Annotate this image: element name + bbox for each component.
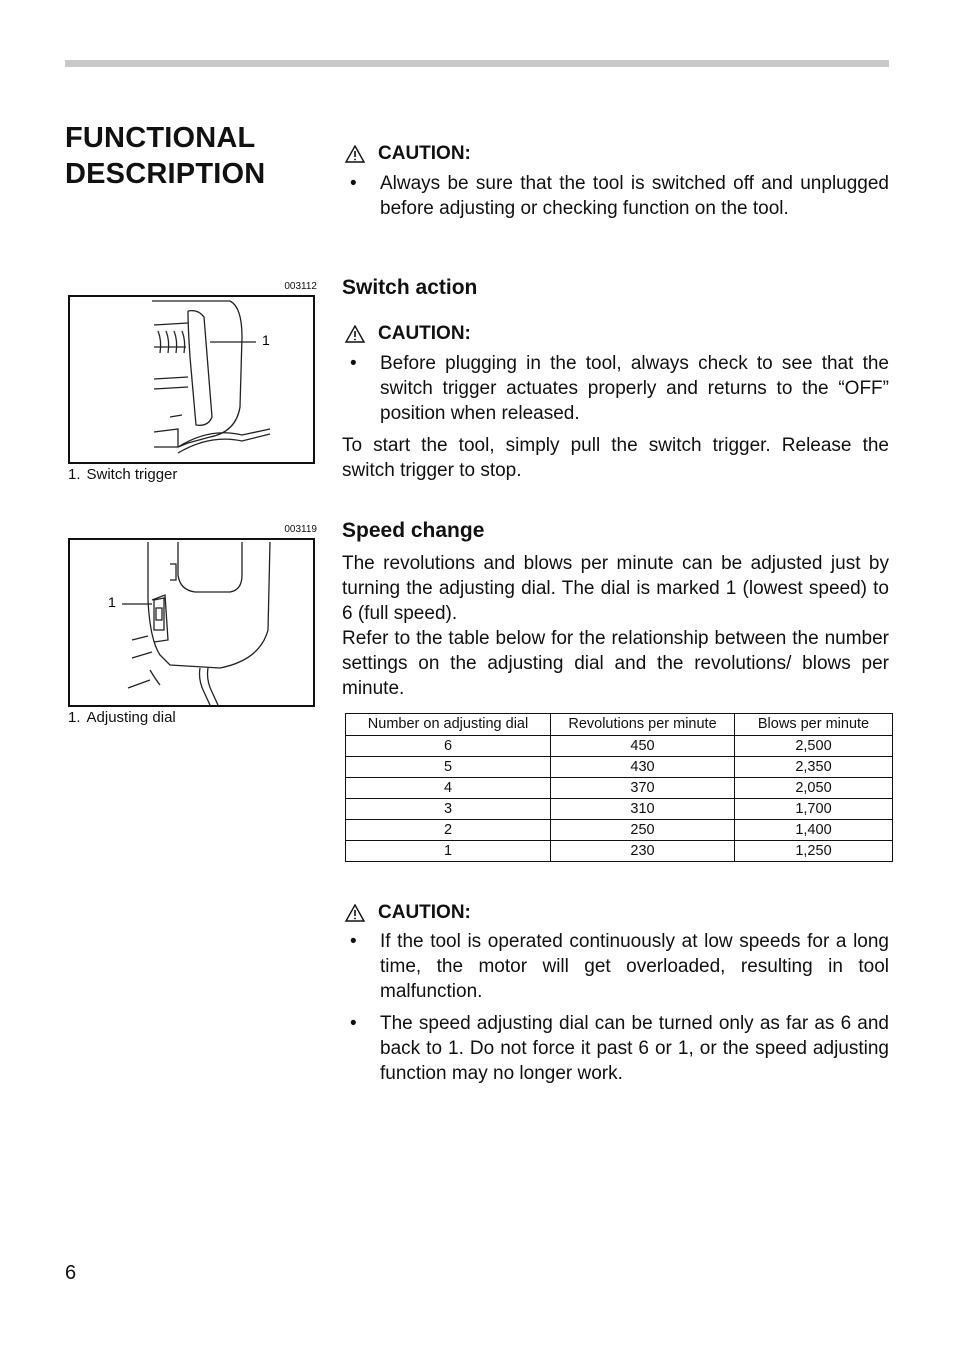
switch-trigger-illustration [70, 297, 313, 462]
page-number: 6 [65, 1262, 77, 1284]
bottom-caution-section [342, 900, 889, 1086]
bullet-text: The speed adjusting dial can be turned only as far as 6 and back to 1. Do not force it past 6 or 1, or the speed adjusting function may no longer work. [380, 1013, 889, 1084]
intro-caution-section [342, 141, 889, 221]
adjusting-dial-figure [68, 538, 315, 707]
switch-action-text: To start the tool, simply pull the switch trigger. Release the switch trigger to stop. [342, 435, 889, 481]
table-row [346, 799, 893, 820]
caution-heading [342, 900, 889, 926]
caution-label: CAUTION: [378, 143, 471, 164]
switch-action-section [342, 275, 889, 483]
bullet-text: Before plugging in the tool, always check to see that the switch trigger actuates properly and returns to the “OFF” position when released. [380, 353, 889, 424]
caution-label: CAUTION: [378, 902, 471, 923]
speed-table [345, 713, 893, 862]
figure-caption [68, 466, 177, 483]
speed-change-text-2: Refer to the table below for the relationship between the number settings on the adjusting dial and the revolutions/ blows per minute. [342, 628, 889, 699]
table-cell: 1,400 [735, 820, 893, 841]
warning-triangle-icon [345, 904, 365, 922]
table-cell: 250 [551, 820, 735, 841]
table-cell: 2,500 [735, 736, 893, 757]
section-heading-switch-action: Switch action [342, 276, 478, 299]
table-cell: 6 [346, 736, 551, 757]
caption-text: Switch trigger [86, 466, 178, 483]
table-cell: 2,050 [735, 778, 893, 799]
caution-heading [342, 141, 889, 167]
speed-change-section [342, 518, 889, 701]
table-cell: 370 [551, 778, 735, 799]
table-header-cell: Blows per minute [735, 714, 893, 736]
caution-bullet [342, 1011, 889, 1086]
top-rule [65, 60, 889, 67]
figure-caption [68, 709, 176, 726]
figure-callout: 1 [108, 594, 116, 610]
table-cell: 230 [551, 841, 735, 862]
bullet-symbol: • [350, 1013, 357, 1034]
bullet-text: If the tool is operated continuously at low speeds for a long time, the motor will get overloaded, resulting in tool malfunction. [380, 931, 889, 1002]
caption-text: Adjusting dial [86, 709, 176, 726]
warning-triangle-icon [345, 325, 365, 343]
caution-bullet [342, 351, 889, 426]
bullet-symbol: • [350, 931, 357, 952]
table-cell: 1,700 [735, 799, 893, 820]
table-row [346, 757, 893, 778]
caution-heading [342, 321, 889, 347]
caution-label: CAUTION: [378, 323, 471, 344]
figure-code: 003119 [284, 524, 317, 535]
warning-triangle-icon [345, 145, 365, 163]
table-cell: 310 [551, 799, 735, 820]
figure-code: 003112 [284, 281, 317, 292]
table-row [346, 736, 893, 757]
table-row [346, 841, 893, 862]
table-cell: 1 [346, 841, 551, 862]
table-cell: 5 [346, 757, 551, 778]
caution-bullet [342, 929, 889, 1004]
table-header-cell: Revolutions per minute [551, 714, 735, 736]
caution-bullet [342, 171, 889, 221]
switch-trigger-figure [68, 295, 315, 464]
bullet-symbol: • [350, 173, 357, 194]
table-cell: 430 [551, 757, 735, 778]
bullet-symbol: • [350, 353, 357, 374]
table-cell: 2 [346, 820, 551, 841]
page-title: FUNCTIONAL DESCRIPTION [65, 122, 266, 190]
table-cell: 2,350 [735, 757, 893, 778]
figure-callout: 1 [262, 332, 270, 348]
table-cell: 3 [346, 799, 551, 820]
table-header-cell: Number on adjusting dial [346, 714, 551, 736]
table-header-row [346, 714, 893, 736]
adjusting-dial-illustration [70, 540, 313, 705]
table-row [346, 820, 893, 841]
bullet-text: Always be sure that the tool is switched off and unplugged before adjusting or checking function on the tool. [380, 173, 889, 219]
caption-number: 1. [68, 709, 81, 726]
table-row [346, 778, 893, 799]
speed-change-text-1: The revolutions and blows per minute can be adjusted just by turning the adjusting dial. The dial is marked 1 (lowest speed) to 6 (full speed). [342, 553, 889, 624]
table-cell: 450 [551, 736, 735, 757]
table-cell: 4 [346, 778, 551, 799]
section-heading-speed-change: Speed change [342, 519, 485, 542]
table-cell: 1,250 [735, 841, 893, 862]
caption-number: 1. [68, 466, 81, 483]
